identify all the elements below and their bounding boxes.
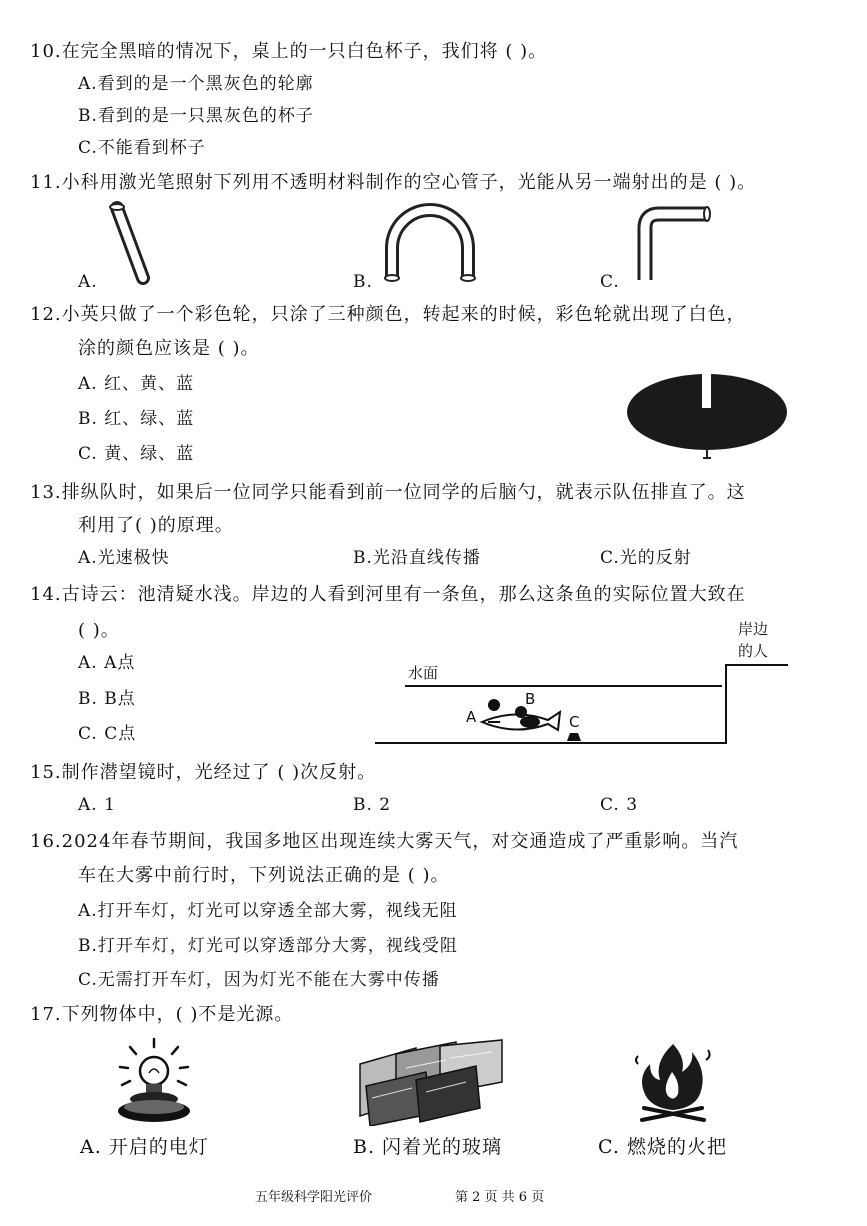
- bent-tube-icon: [625, 200, 720, 285]
- q14-stem-line1: 14.古诗云：池清疑水浅。岸边的人看到河里有一条鱼，那么这条鱼的实际位置大致在: [30, 584, 746, 605]
- q10-option-c[interactable]: C.不能看到杯子: [78, 138, 206, 158]
- straight-tube-icon: [105, 198, 165, 288]
- arch-tube-icon: [380, 200, 480, 282]
- q11-option-a[interactable]: A.: [78, 272, 98, 292]
- q16-option-b[interactable]: B.打开车灯，灯光可以穿透部分大雾，视线受阻: [78, 936, 458, 956]
- footer-page-number: 第 2 页 共 6 页: [455, 1190, 545, 1205]
- q13-option-c[interactable]: C.光的反射: [600, 548, 692, 568]
- q13-stem-line2: 利用了( )的原理。: [78, 515, 234, 536]
- lit-bulb-icon: [108, 1035, 200, 1127]
- q14-option-c[interactable]: C. C点: [78, 724, 137, 744]
- q17-option-c[interactable]: C. 燃烧的火把: [598, 1136, 727, 1158]
- river-diagram: [370, 612, 795, 752]
- q15-stem: 15.制作潜望镜时，光经过了 ( )次反射。: [30, 762, 377, 783]
- q12-option-b[interactable]: B. 红、绿、蓝: [78, 409, 195, 429]
- q13-option-b[interactable]: B.光沿直线传播: [353, 548, 481, 568]
- q17-option-a[interactable]: A. 开启的电灯: [80, 1136, 209, 1158]
- point-b-label: B: [525, 690, 536, 708]
- footer-title: 五年级科学阳光评价: [255, 1190, 373, 1205]
- q15-option-c[interactable]: C. 3: [600, 795, 639, 815]
- q12-stem-line2: 涂的颜色应该是 ( )。: [78, 338, 260, 359]
- q15-option-a[interactable]: A. 1: [78, 795, 116, 815]
- point-c-label: C: [569, 713, 580, 731]
- q11-option-b[interactable]: B.: [353, 272, 373, 292]
- q17-option-b[interactable]: B. 闪着光的玻璃: [353, 1136, 503, 1158]
- glass-panels-icon: [356, 1038, 506, 1126]
- q11-stem: 11.小科用激光笔照射下列用不透明材料制作的空心管子，光能从另一端射出的是 ( )。: [30, 172, 757, 193]
- q10-stem: 10.在完全黑暗的情况下，桌上的一只白色杯子，我们将 ( )。: [30, 41, 548, 62]
- q14-option-b[interactable]: B. B点: [78, 689, 136, 709]
- q16-stem-line2: 车在大雾中前行时，下列说法正确的是 ( )。: [78, 865, 450, 886]
- q13-stem-line1: 13.排纵队时，如果后一位同学只能看到前一位同学的后脑勺，就表示队伍排直了。这: [30, 482, 746, 503]
- q11-option-c[interactable]: C.: [600, 272, 620, 292]
- q16-stem-line1: 16.2024年春节期间，我国多地区出现连续大雾天气，对交通造成了严重影响。当汽: [30, 831, 739, 852]
- q10-option-b[interactable]: B.看到的是一只黑灰色的杯子: [78, 106, 314, 126]
- point-a-dot: [488, 699, 500, 711]
- point-c-dot: [567, 733, 581, 741]
- q10-option-a[interactable]: A.看到的是一个黑灰色的轮廓: [78, 74, 314, 94]
- color-wheel-icon: [625, 370, 795, 462]
- q17-stem: 17.下列物体中，( )不是光源。: [30, 1004, 294, 1025]
- q12-option-c[interactable]: C. 黄、绿、蓝: [78, 444, 195, 464]
- q15-option-b[interactable]: B. 2: [353, 795, 392, 815]
- q16-option-a[interactable]: A.打开车灯，灯光可以穿透全部大雾，视线无阻: [78, 901, 458, 921]
- q12-option-a[interactable]: A. 红、黄、蓝: [78, 374, 195, 394]
- q14-option-a[interactable]: A. A点: [78, 653, 136, 673]
- q12-stem-line1: 12.小英只做了一个彩色轮，只涂了三种颜色，转起来的时候，彩色轮就出现了白色，: [30, 304, 746, 325]
- point-a-label: A: [466, 708, 477, 726]
- q13-option-a[interactable]: A.光速极快: [78, 548, 170, 568]
- water-label: 水面: [408, 664, 439, 682]
- q16-option-c[interactable]: C.无需打开车灯，因为灯光不能在大雾中传播: [78, 970, 440, 990]
- shore-label-1: 岸边: [738, 620, 769, 638]
- shore-label-2: 的人: [738, 642, 769, 660]
- torch-fire-icon: [628, 1038, 718, 1128]
- q14-stem-line2: ( )。: [78, 620, 120, 641]
